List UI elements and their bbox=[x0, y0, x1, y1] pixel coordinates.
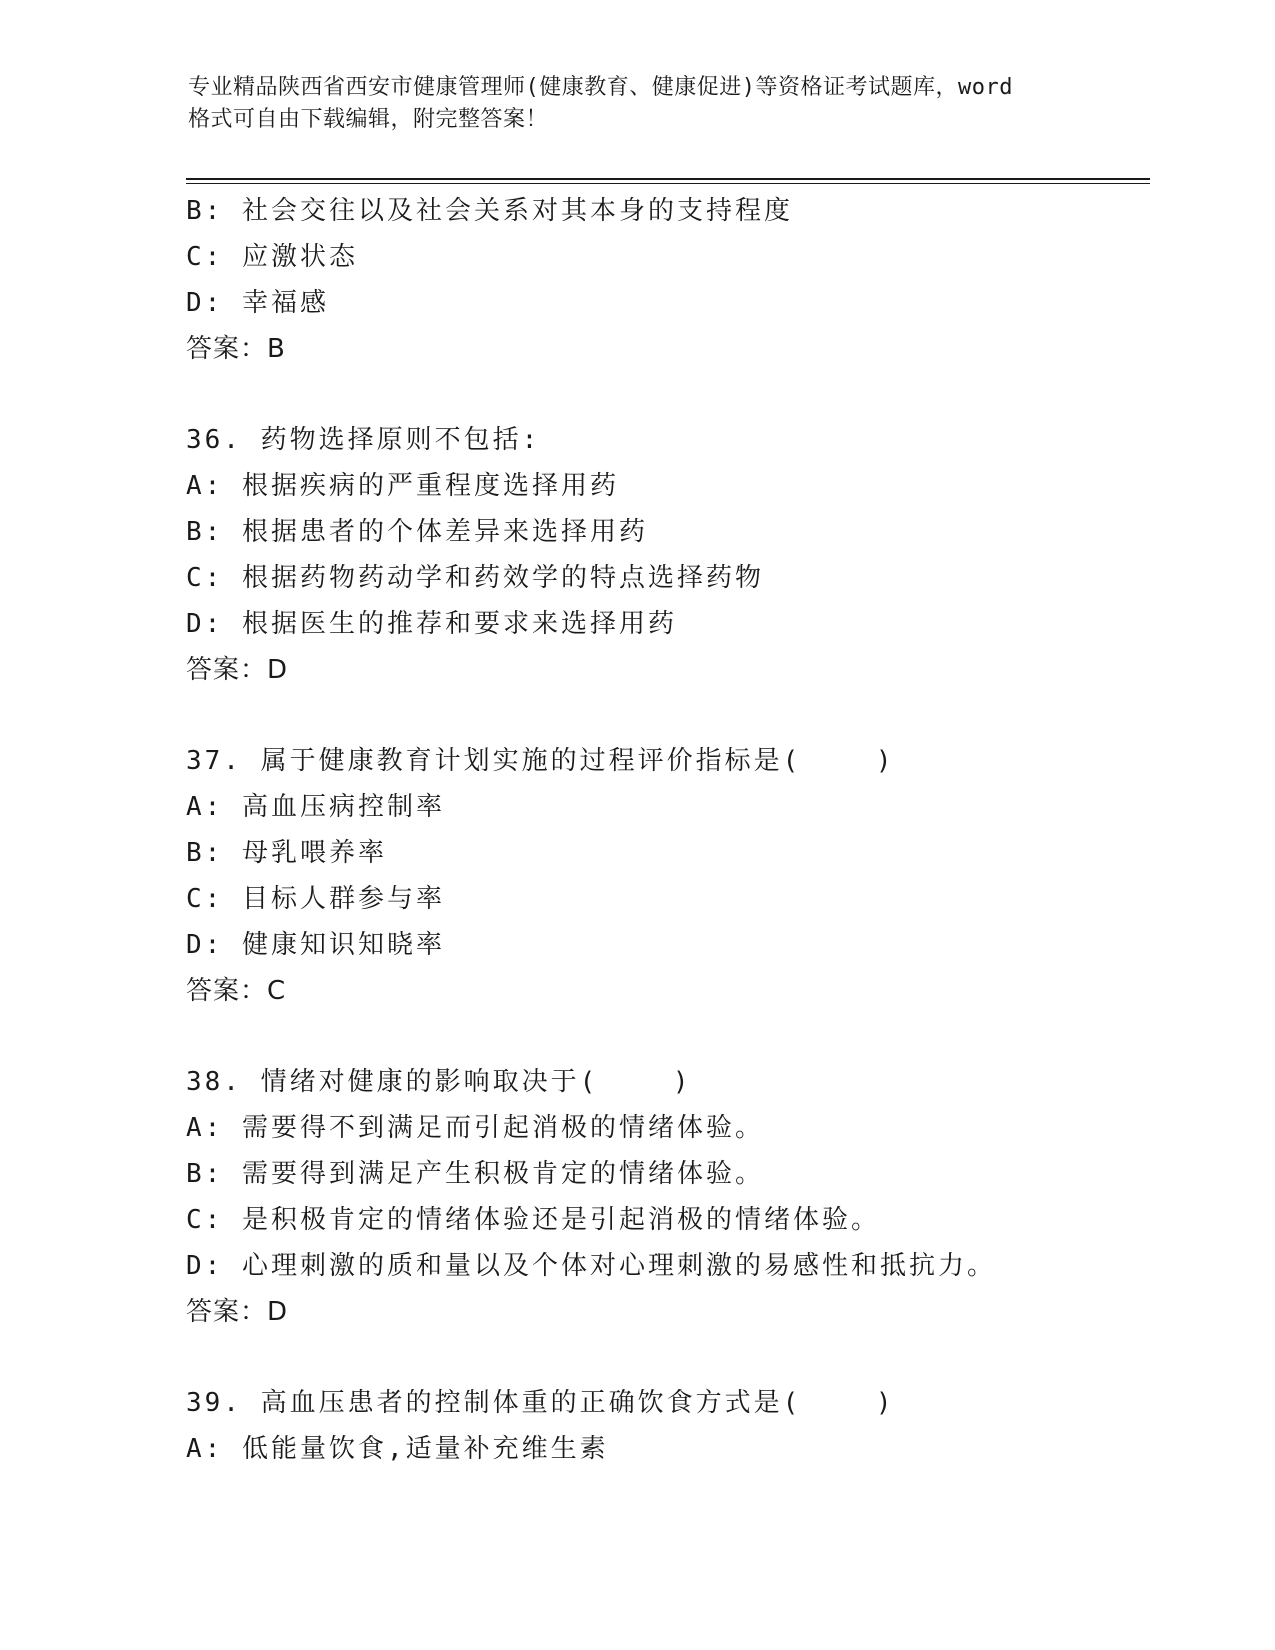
question-35 bbox=[186, 188, 1146, 372]
spacer bbox=[186, 693, 1146, 738]
spacer bbox=[186, 1335, 1146, 1380]
option-b: B: 社会交往以及社会关系对其本身的支持程度 bbox=[186, 196, 793, 226]
option-c: C: 根据药物药动学和药效学的特点选择药物 bbox=[186, 563, 764, 593]
option-a: A: 高血压病控制率 bbox=[186, 792, 445, 822]
option-c: C: 是积极肯定的情绪体验还是引起消极的情绪体验。 bbox=[186, 1205, 880, 1235]
document-header bbox=[188, 72, 1088, 136]
option-a: A: 低能量饮食,适量补充维生素 bbox=[186, 1434, 609, 1464]
option-d: D: 健康知识知晓率 bbox=[186, 930, 445, 960]
option-b: B: 根据患者的个体差异来选择用药 bbox=[186, 517, 648, 547]
answer: 答案：C bbox=[186, 976, 287, 1006]
option-a: A: 根据疾病的严重程度选择用药 bbox=[186, 471, 619, 501]
option-d: D: 幸福感 bbox=[186, 288, 329, 318]
option-d: D: 心理刺激的质和量以及个体对心理刺激的易感性和抵抗力。 bbox=[186, 1251, 996, 1281]
option-b: B: 母乳喂养率 bbox=[186, 838, 387, 868]
header-divider-thin bbox=[186, 183, 1150, 184]
option-a: A: 需要得不到满足而引起消极的情绪体验。 bbox=[186, 1113, 764, 1143]
question-36 bbox=[186, 417, 1146, 693]
option-b: B: 需要得到满足产生积极肯定的情绪体验。 bbox=[186, 1159, 764, 1189]
answer: 答案：D bbox=[186, 1297, 289, 1327]
spacer bbox=[186, 372, 1146, 417]
spacer bbox=[186, 1014, 1146, 1059]
question-38 bbox=[186, 1059, 1146, 1335]
option-c: C: 应激状态 bbox=[186, 242, 358, 272]
header-line-2: 格式可自由下载编辑，附完整答案！ bbox=[188, 107, 549, 132]
question-39 bbox=[186, 1380, 1146, 1472]
option-c: C: 目标人群参与率 bbox=[186, 884, 445, 914]
question-37 bbox=[186, 738, 1146, 1014]
question-list bbox=[186, 188, 1146, 1472]
question-text: 39. 高血压患者的控制体重的正确饮食方式是( ) bbox=[186, 1388, 895, 1418]
header-line-1: 专业精品陕西省西安市健康管理师(健康教育、健康促进)等资格证考试题库，word bbox=[188, 75, 1013, 100]
question-text: 38. 情绪对健康的影响取决于( ) bbox=[186, 1067, 692, 1097]
header-divider-thick bbox=[186, 178, 1150, 180]
question-text: 36. 药物选择原则不包括: bbox=[186, 425, 541, 455]
answer: 答案：D bbox=[186, 655, 289, 685]
question-text: 37. 属于健康教育计划实施的过程评价指标是( ) bbox=[186, 746, 895, 776]
answer: 答案：B bbox=[186, 334, 286, 364]
option-d: D: 根据医生的推荐和要求来选择用药 bbox=[186, 609, 677, 639]
